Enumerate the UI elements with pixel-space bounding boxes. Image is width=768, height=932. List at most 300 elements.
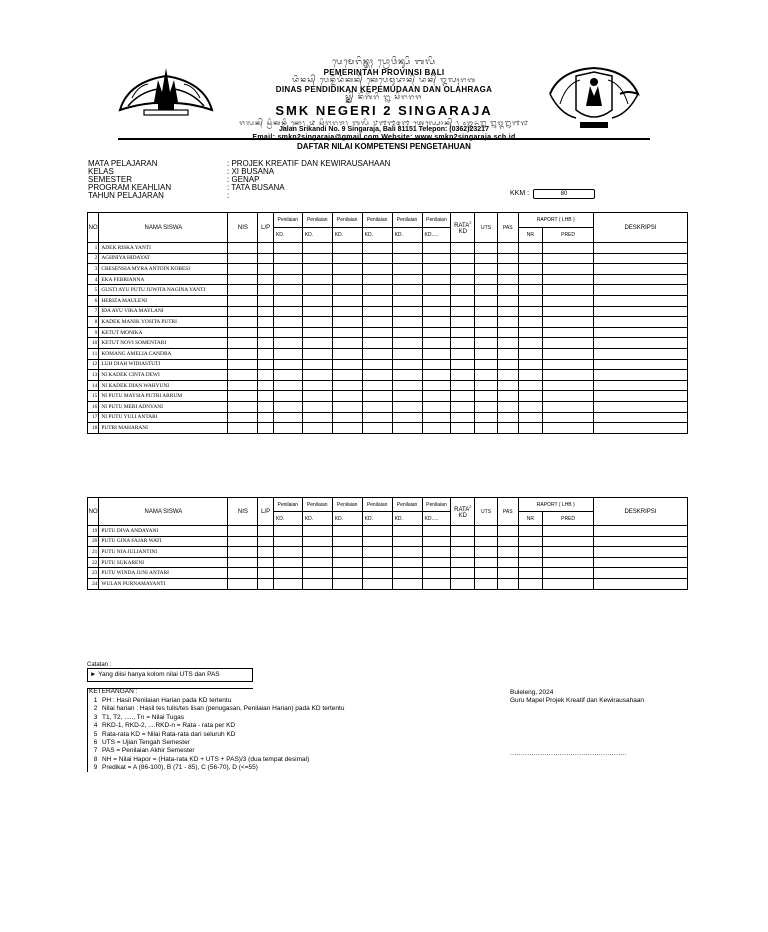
grade-cell[interactable] (451, 557, 475, 568)
grade-cell[interactable] (422, 327, 451, 338)
grade-cell[interactable] (593, 401, 687, 412)
grade-cell[interactable] (451, 401, 475, 412)
grade-cell[interactable] (518, 295, 543, 306)
grade-cell[interactable] (273, 568, 302, 579)
grade-cell[interactable] (228, 306, 258, 317)
grade-cell[interactable] (593, 536, 687, 547)
grade-cell[interactable] (392, 285, 422, 296)
grade-cell[interactable] (362, 264, 392, 275)
grade-cell[interactable] (332, 401, 362, 412)
grade-cell[interactable] (451, 370, 475, 381)
grade-cell[interactable] (332, 423, 362, 434)
grade-cell[interactable] (392, 547, 422, 558)
grade-cell[interactable] (422, 359, 451, 370)
grade-cell[interactable] (593, 274, 687, 285)
grade-cell[interactable] (543, 391, 594, 402)
grade-cell[interactable] (593, 412, 687, 423)
grade-cell[interactable] (451, 412, 475, 423)
grade-cell[interactable] (518, 338, 543, 349)
grade-cell[interactable] (451, 391, 475, 402)
grade-cell[interactable] (475, 423, 498, 434)
grade-cell[interactable] (332, 348, 362, 359)
grade-cell[interactable] (302, 380, 332, 391)
grade-cell[interactable] (273, 327, 302, 338)
grade-cell[interactable] (302, 412, 332, 423)
grade-cell[interactable] (258, 285, 273, 296)
grade-cell[interactable] (543, 370, 594, 381)
grade-cell[interactable] (302, 578, 332, 589)
grade-cell[interactable] (593, 370, 687, 381)
grade-cell[interactable] (475, 359, 498, 370)
grade-cell[interactable] (593, 327, 687, 338)
grade-cell[interactable] (593, 526, 687, 537)
grade-cell[interactable] (302, 327, 332, 338)
grade-cell[interactable] (228, 253, 258, 264)
grade-cell[interactable] (451, 348, 475, 359)
grade-cell[interactable] (497, 327, 518, 338)
grade-cell[interactable] (518, 380, 543, 391)
grade-cell[interactable] (332, 547, 362, 558)
grade-cell[interactable] (518, 557, 543, 568)
grade-cell[interactable] (518, 243, 543, 254)
grade-cell[interactable] (497, 536, 518, 547)
grade-cell[interactable] (593, 264, 687, 275)
grade-cell[interactable] (475, 348, 498, 359)
grade-cell[interactable] (543, 401, 594, 412)
grade-cell[interactable] (332, 285, 362, 296)
grade-cell[interactable] (273, 338, 302, 349)
grade-cell[interactable] (362, 243, 392, 254)
grade-cell[interactable] (518, 391, 543, 402)
grade-cell[interactable] (302, 526, 332, 537)
grade-cell[interactable] (258, 412, 273, 423)
grade-cell[interactable] (228, 348, 258, 359)
grade-cell[interactable] (228, 401, 258, 412)
grade-cell[interactable] (302, 547, 332, 558)
grade-cell[interactable] (392, 578, 422, 589)
grade-cell[interactable] (497, 391, 518, 402)
grade-cell[interactable] (593, 568, 687, 579)
grade-cell[interactable] (451, 243, 475, 254)
grade-cell[interactable] (593, 423, 687, 434)
grade-cell[interactable] (273, 253, 302, 264)
grade-cell[interactable] (497, 526, 518, 537)
grade-cell[interactable] (332, 253, 362, 264)
grade-cell[interactable] (228, 285, 258, 296)
grade-cell[interactable] (362, 568, 392, 579)
grade-cell[interactable] (332, 391, 362, 402)
grade-cell[interactable] (543, 380, 594, 391)
grade-cell[interactable] (392, 243, 422, 254)
grade-cell[interactable] (593, 295, 687, 306)
grade-cell[interactable] (475, 274, 498, 285)
grade-cell[interactable] (228, 557, 258, 568)
grade-cell[interactable] (332, 243, 362, 254)
grade-cell[interactable] (497, 317, 518, 328)
grade-cell[interactable] (302, 401, 332, 412)
grade-cell[interactable] (258, 526, 273, 537)
grade-cell[interactable] (593, 253, 687, 264)
grade-cell[interactable] (593, 380, 687, 391)
grade-cell[interactable] (451, 359, 475, 370)
grade-cell[interactable] (497, 338, 518, 349)
grade-cell[interactable] (451, 317, 475, 328)
grade-cell[interactable] (422, 557, 451, 568)
grade-cell[interactable] (302, 557, 332, 568)
grade-cell[interactable] (392, 526, 422, 537)
grade-cell[interactable] (302, 391, 332, 402)
grade-cell[interactable] (422, 401, 451, 412)
grade-cell[interactable] (593, 557, 687, 568)
grade-cell[interactable] (518, 264, 543, 275)
grade-cell[interactable] (302, 370, 332, 381)
grade-cell[interactable] (497, 243, 518, 254)
grade-cell[interactable] (392, 264, 422, 275)
grade-cell[interactable] (422, 264, 451, 275)
grade-cell[interactable] (302, 274, 332, 285)
grade-cell[interactable] (497, 578, 518, 589)
grade-cell[interactable] (273, 306, 302, 317)
grade-cell[interactable] (475, 578, 498, 589)
grade-cell[interactable] (392, 253, 422, 264)
grade-cell[interactable] (475, 391, 498, 402)
grade-cell[interactable] (332, 274, 362, 285)
grade-cell[interactable] (273, 536, 302, 547)
grade-cell[interactable] (543, 536, 594, 547)
grade-cell[interactable] (258, 536, 273, 547)
grade-cell[interactable] (273, 526, 302, 537)
grade-cell[interactable] (362, 547, 392, 558)
grade-cell[interactable] (332, 306, 362, 317)
grade-cell[interactable] (228, 536, 258, 547)
grade-cell[interactable] (475, 380, 498, 391)
grade-cell[interactable] (593, 285, 687, 296)
grade-cell[interactable] (451, 253, 475, 264)
grade-cell[interactable] (518, 401, 543, 412)
grade-cell[interactable] (258, 306, 273, 317)
grade-cell[interactable] (362, 401, 392, 412)
grade-cell[interactable] (273, 578, 302, 589)
grade-cell[interactable] (228, 526, 258, 537)
grade-cell[interactable] (302, 306, 332, 317)
grade-cell[interactable] (258, 380, 273, 391)
grade-cell[interactable] (543, 274, 594, 285)
grade-cell[interactable] (392, 306, 422, 317)
grade-cell[interactable] (593, 338, 687, 349)
grade-cell[interactable] (362, 536, 392, 547)
grade-cell[interactable] (273, 348, 302, 359)
grade-cell[interactable] (258, 253, 273, 264)
grade-cell[interactable] (332, 557, 362, 568)
grade-cell[interactable] (332, 317, 362, 328)
grade-cell[interactable] (497, 264, 518, 275)
grade-cell[interactable] (362, 578, 392, 589)
grade-cell[interactable] (258, 401, 273, 412)
grade-cell[interactable] (422, 274, 451, 285)
grade-cell[interactable] (302, 243, 332, 254)
grade-cell[interactable] (422, 412, 451, 423)
grade-cell[interactable] (475, 285, 498, 296)
grade-cell[interactable] (392, 348, 422, 359)
grade-cell[interactable] (392, 317, 422, 328)
grade-cell[interactable] (497, 423, 518, 434)
grade-cell[interactable] (302, 317, 332, 328)
grade-cell[interactable] (543, 264, 594, 275)
grade-cell[interactable] (518, 370, 543, 381)
grade-cell[interactable] (497, 568, 518, 579)
grade-cell[interactable] (475, 253, 498, 264)
grade-cell[interactable] (451, 274, 475, 285)
grade-cell[interactable] (302, 348, 332, 359)
grade-cell[interactable] (392, 295, 422, 306)
grade-cell[interactable] (302, 285, 332, 296)
grade-cell[interactable] (228, 391, 258, 402)
grade-cell[interactable] (593, 243, 687, 254)
grade-cell[interactable] (422, 285, 451, 296)
grade-cell[interactable] (422, 243, 451, 254)
grade-cell[interactable] (392, 536, 422, 547)
grade-cell[interactable] (543, 285, 594, 296)
grade-cell[interactable] (258, 338, 273, 349)
grade-cell[interactable] (518, 285, 543, 296)
grade-cell[interactable] (332, 327, 362, 338)
grade-cell[interactable] (392, 370, 422, 381)
grade-cell[interactable] (518, 536, 543, 547)
grade-cell[interactable] (228, 264, 258, 275)
grade-cell[interactable] (332, 295, 362, 306)
grade-cell[interactable] (497, 306, 518, 317)
grade-cell[interactable] (258, 317, 273, 328)
grade-cell[interactable] (497, 274, 518, 285)
grade-cell[interactable] (273, 401, 302, 412)
grade-cell[interactable] (422, 253, 451, 264)
grade-cell[interactable] (392, 423, 422, 434)
grade-cell[interactable] (332, 380, 362, 391)
grade-cell[interactable] (451, 285, 475, 296)
grade-cell[interactable] (518, 317, 543, 328)
grade-cell[interactable] (273, 317, 302, 328)
grade-cell[interactable] (422, 306, 451, 317)
grade-cell[interactable] (518, 359, 543, 370)
grade-cell[interactable] (362, 317, 392, 328)
grade-cell[interactable] (362, 253, 392, 264)
grade-cell[interactable] (273, 380, 302, 391)
grade-cell[interactable] (273, 547, 302, 558)
grade-cell[interactable] (332, 536, 362, 547)
grade-cell[interactable] (543, 295, 594, 306)
grade-cell[interactable] (422, 338, 451, 349)
grade-cell[interactable] (258, 348, 273, 359)
grade-cell[interactable] (497, 547, 518, 558)
grade-cell[interactable] (422, 536, 451, 547)
grade-cell[interactable] (258, 423, 273, 434)
grade-cell[interactable] (497, 557, 518, 568)
grade-cell[interactable] (332, 412, 362, 423)
grade-cell[interactable] (475, 412, 498, 423)
grade-cell[interactable] (392, 274, 422, 285)
grade-cell[interactable] (302, 253, 332, 264)
grade-cell[interactable] (362, 557, 392, 568)
grade-cell[interactable] (332, 526, 362, 537)
grade-cell[interactable] (497, 285, 518, 296)
grade-cell[interactable] (475, 327, 498, 338)
grade-cell[interactable] (543, 412, 594, 423)
grade-cell[interactable] (475, 243, 498, 254)
grade-cell[interactable] (451, 380, 475, 391)
grade-cell[interactable] (362, 327, 392, 338)
grade-cell[interactable] (518, 327, 543, 338)
grade-cell[interactable] (258, 295, 273, 306)
grade-cell[interactable] (258, 264, 273, 275)
grade-cell[interactable] (543, 348, 594, 359)
grade-cell[interactable] (422, 391, 451, 402)
grade-cell[interactable] (273, 370, 302, 381)
grade-cell[interactable] (273, 423, 302, 434)
grade-cell[interactable] (543, 557, 594, 568)
grade-cell[interactable] (273, 274, 302, 285)
grade-cell[interactable] (543, 338, 594, 349)
grade-cell[interactable] (302, 295, 332, 306)
grade-cell[interactable] (593, 348, 687, 359)
grade-cell[interactable] (475, 317, 498, 328)
grade-cell[interactable] (302, 359, 332, 370)
grade-cell[interactable] (392, 327, 422, 338)
grade-cell[interactable] (258, 243, 273, 254)
grade-cell[interactable] (392, 412, 422, 423)
grade-cell[interactable] (362, 380, 392, 391)
grade-cell[interactable] (593, 391, 687, 402)
grade-cell[interactable] (392, 380, 422, 391)
grade-cell[interactable] (258, 557, 273, 568)
grade-cell[interactable] (228, 274, 258, 285)
grade-cell[interactable] (497, 412, 518, 423)
grade-cell[interactable] (475, 306, 498, 317)
grade-cell[interactable] (422, 578, 451, 589)
grade-cell[interactable] (497, 348, 518, 359)
grade-cell[interactable] (302, 338, 332, 349)
grade-cell[interactable] (228, 243, 258, 254)
grade-cell[interactable] (422, 370, 451, 381)
grade-cell[interactable] (451, 338, 475, 349)
grade-cell[interactable] (228, 412, 258, 423)
grade-cell[interactable] (451, 264, 475, 275)
grade-cell[interactable] (518, 526, 543, 537)
grade-cell[interactable] (422, 423, 451, 434)
grade-cell[interactable] (332, 264, 362, 275)
grade-cell[interactable] (475, 295, 498, 306)
grade-cell[interactable] (451, 578, 475, 589)
grade-cell[interactable] (273, 264, 302, 275)
grade-cell[interactable] (593, 359, 687, 370)
grade-cell[interactable] (475, 568, 498, 579)
grade-cell[interactable] (228, 338, 258, 349)
grade-cell[interactable] (422, 547, 451, 558)
grade-cell[interactable] (362, 274, 392, 285)
grade-cell[interactable] (228, 568, 258, 579)
grade-cell[interactable] (518, 568, 543, 579)
grade-cell[interactable] (258, 391, 273, 402)
grade-cell[interactable] (258, 274, 273, 285)
grade-cell[interactable] (258, 359, 273, 370)
grade-cell[interactable] (475, 547, 498, 558)
grade-cell[interactable] (258, 370, 273, 381)
grade-cell[interactable] (451, 306, 475, 317)
grade-cell[interactable] (422, 348, 451, 359)
grade-cell[interactable] (332, 338, 362, 349)
grade-cell[interactable] (362, 391, 392, 402)
grade-cell[interactable] (258, 578, 273, 589)
grade-cell[interactable] (362, 306, 392, 317)
grade-cell[interactable] (543, 423, 594, 434)
grade-cell[interactable] (392, 391, 422, 402)
grade-cell[interactable] (392, 359, 422, 370)
grade-cell[interactable] (475, 557, 498, 568)
grade-cell[interactable] (422, 568, 451, 579)
grade-cell[interactable] (593, 306, 687, 317)
grade-cell[interactable] (593, 317, 687, 328)
grade-cell[interactable] (332, 568, 362, 579)
grade-cell[interactable] (362, 359, 392, 370)
grade-cell[interactable] (273, 412, 302, 423)
grade-cell[interactable] (451, 526, 475, 537)
grade-cell[interactable] (362, 370, 392, 381)
grade-cell[interactable] (451, 327, 475, 338)
grade-cell[interactable] (497, 253, 518, 264)
grade-cell[interactable] (543, 547, 594, 558)
grade-cell[interactable] (392, 401, 422, 412)
grade-cell[interactable] (475, 401, 498, 412)
grade-cell[interactable] (518, 547, 543, 558)
grade-cell[interactable] (422, 526, 451, 537)
grade-cell[interactable] (451, 295, 475, 306)
grade-cell[interactable] (518, 578, 543, 589)
grade-cell[interactable] (228, 370, 258, 381)
grade-cell[interactable] (518, 348, 543, 359)
grade-cell[interactable] (475, 536, 498, 547)
grade-cell[interactable] (543, 327, 594, 338)
grade-cell[interactable] (228, 380, 258, 391)
grade-cell[interactable] (593, 578, 687, 589)
grade-cell[interactable] (422, 317, 451, 328)
grade-cell[interactable] (273, 285, 302, 296)
grade-cell[interactable] (362, 295, 392, 306)
grade-cell[interactable] (332, 370, 362, 381)
grade-cell[interactable] (543, 359, 594, 370)
grade-cell[interactable] (392, 568, 422, 579)
grade-cell[interactable] (475, 338, 498, 349)
grade-cell[interactable] (273, 243, 302, 254)
grade-cell[interactable] (302, 264, 332, 275)
grade-cell[interactable] (228, 547, 258, 558)
grade-cell[interactable] (362, 412, 392, 423)
grade-cell[interactable] (258, 547, 273, 558)
grade-cell[interactable] (362, 285, 392, 296)
grade-cell[interactable] (497, 401, 518, 412)
grade-cell[interactable] (302, 568, 332, 579)
grade-cell[interactable] (543, 243, 594, 254)
grade-cell[interactable] (497, 380, 518, 391)
grade-cell[interactable] (518, 253, 543, 264)
grade-cell[interactable] (332, 359, 362, 370)
grade-cell[interactable] (518, 423, 543, 434)
grade-cell[interactable] (422, 295, 451, 306)
grade-cell[interactable] (543, 306, 594, 317)
grade-cell[interactable] (362, 348, 392, 359)
grade-cell[interactable] (273, 557, 302, 568)
grade-cell[interactable] (362, 423, 392, 434)
grade-cell[interactable] (273, 359, 302, 370)
grade-cell[interactable] (273, 295, 302, 306)
